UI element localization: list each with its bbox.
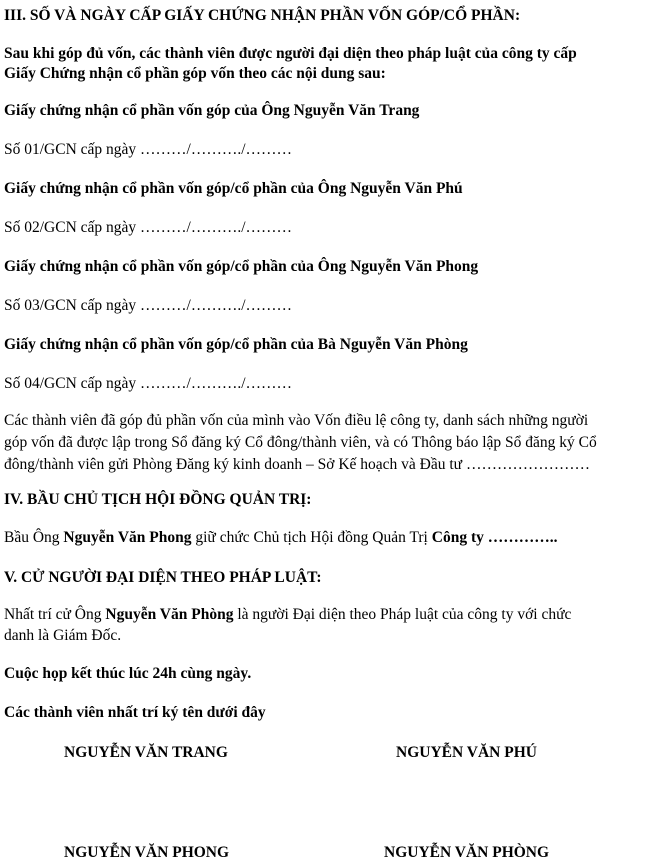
section-4-text-mid: giữ chức Chủ tịch Hội đồng Quản Trị [191, 529, 432, 546]
certificate-3-title: Giấy chứng nhận cổ phần vốn góp/cổ phần của Ông Nguyễn Văn Phong [4, 258, 479, 275]
section-3-closing-line-3: đông/thành viên gửi Phòng Đăng ký kinh doanh – Sở Kế hoạch và Đầu tư …………………… [4, 456, 590, 473]
legal-representative-name: Nguyễn Văn Phòng [105, 606, 234, 623]
section-5-text-post: là người Đại diện theo Pháp luật của công ty với chức [233, 606, 572, 623]
certificate-4-title: Giấy chứng nhận cổ phần vốn góp/cổ phần của Bà Nguyễn Văn Phòng [4, 336, 468, 353]
signature-name-bottom-left: NGUYỄN VĂN PHONG [64, 844, 230, 861]
section-5-heading: V. CỬ NGƯỜI ĐẠI DIỆN THEO PHÁP LUẬT: [4, 569, 322, 586]
signature-name-top-right: NGUYỄN VĂN PHÚ [396, 744, 537, 761]
company-name: Công ty ………….. [431, 529, 558, 546]
section-5-text-line-2: danh là Giám Đốc. [4, 627, 122, 644]
consent-statement: Các thành viên nhất trí ký tên dưới đây [4, 704, 266, 721]
signature-name-top-left: NGUYỄN VĂN TRANG [64, 744, 228, 761]
section-4-text [4, 528, 557, 548]
section-3-intro-line-1: Sau khi góp đủ vốn, các thành viên được người đại diện theo pháp luật của công ty cấp [4, 45, 577, 62]
section-5-text-line-1 [4, 605, 571, 625]
section-4-heading: IV. BẦU CHỦ TỊCH HỘI ĐỒNG QUẢN TRỊ: [4, 491, 312, 508]
meeting-end-statement: Cuộc họp kết thúc lúc 24h cùng ngày. [4, 665, 252, 682]
section-3-closing-line-1: Các thành viên đã góp đủ phần vốn của mình vào Vốn điều lệ công ty, danh sách những người [4, 412, 589, 429]
section-3-closing-line-2: góp vốn đã được lập trong Sổ đăng ký Cổ đông/thành viên, và có Thông báo lập Sổ đăng ký Cổ [4, 434, 597, 451]
certificate-4-number: Số 04/GCN cấp ngày ………/………./……… [4, 375, 293, 392]
certificate-2-number: Số 02/GCN cấp ngày ………/………./……… [4, 219, 293, 236]
chairman-name: Nguyễn Văn Phong [63, 529, 192, 546]
section-3-intro-line-2: Giấy Chứng nhận cổ phần góp vốn theo các nội dung sau: [4, 65, 386, 82]
section-3-heading: III. SỐ VÀ NGÀY CẤP GIẤY CHỨNG NHẬN PHẦN VỐN GÓP/CỔ PHẦN: [4, 7, 521, 24]
certificate-3-number: Số 03/GCN cấp ngày ………/………./……… [4, 297, 293, 314]
section-4-text-pre: Bầu Ông [4, 529, 64, 546]
signature-name-bottom-right: NGUYỄN VĂN PHÒNG [384, 844, 550, 861]
section-5-text-pre: Nhất trí cử Ông [4, 606, 106, 623]
certificate-1-title: Giấy chứng nhận cổ phần vốn góp của Ông Nguyễn Văn Trang [4, 102, 420, 119]
certificate-2-title: Giấy chứng nhận cổ phần vốn góp/cổ phần của Ông Nguyễn Văn Phú [4, 180, 463, 197]
certificate-1-number: Số 01/GCN cấp ngày ………/………./……… [4, 141, 293, 158]
